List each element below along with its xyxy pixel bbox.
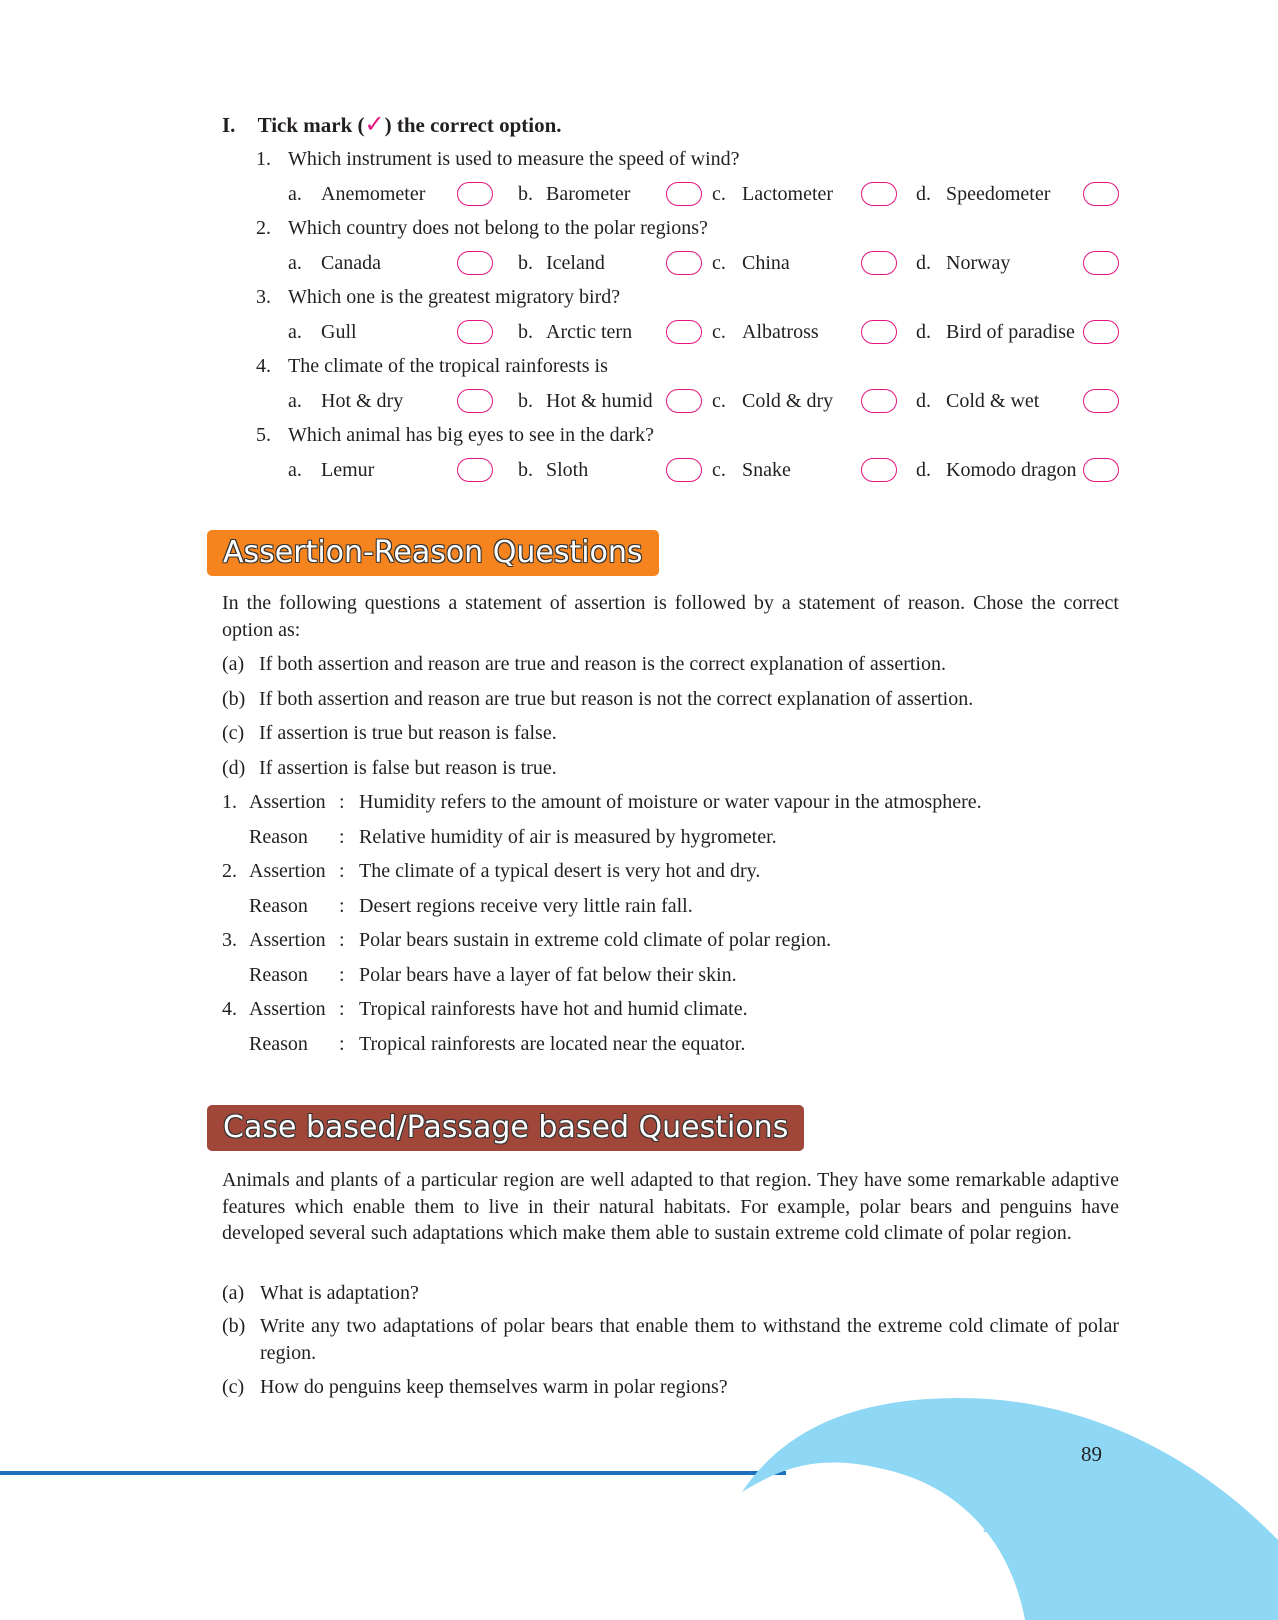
answer-oval[interactable] bbox=[1083, 389, 1119, 413]
assertion-item-number: 3. bbox=[222, 929, 237, 951]
assertion-option-text: If both assertion and reason are true but reason is not the correct explanation of assertion. bbox=[259, 687, 974, 710]
reason-label: Reason bbox=[249, 826, 308, 848]
option-text: Hot & dry bbox=[321, 390, 404, 412]
reason-statement: Desert regions receive very little rain fall. bbox=[359, 895, 693, 917]
answer-oval[interactable] bbox=[666, 458, 702, 482]
assertion-label: Assertion bbox=[249, 791, 326, 813]
option-text: Norway bbox=[946, 252, 1011, 274]
option-letter: c. bbox=[712, 252, 726, 274]
option-letter: a. bbox=[288, 183, 302, 205]
answer-oval[interactable] bbox=[457, 458, 493, 482]
footer-wave bbox=[742, 1398, 1278, 1620]
question-number: 5. bbox=[256, 424, 271, 446]
assertion-colon: : bbox=[339, 929, 345, 951]
assertion-reason-banner bbox=[207, 530, 659, 576]
assertion-option-label: (c) bbox=[222, 722, 245, 745]
option-text: Cold & wet bbox=[946, 390, 1040, 412]
question-text: Which instrument is used to measure the speed of wind? bbox=[288, 148, 740, 170]
case-passage: Animals and plants of a particular region are well adapted to that region. They have some remarkable adaptive features which enable them to live in their natural habitats. For example, polar bears and penguins have developed several such adaptations which make them able to sustain extreme cold climate of polar region. bbox=[222, 1169, 1119, 1244]
option-letter: d. bbox=[916, 390, 931, 412]
option-text: Bird of paradise bbox=[946, 321, 1075, 343]
answer-oval[interactable] bbox=[666, 251, 702, 275]
assertion-colon: : bbox=[339, 998, 345, 1020]
tick-mark-icon: ✓ bbox=[364, 110, 385, 138]
option-text: Komodo dragon bbox=[946, 459, 1077, 481]
reason-label: Reason bbox=[249, 895, 308, 917]
question-number: 1. bbox=[256, 148, 271, 170]
answer-oval[interactable] bbox=[1083, 458, 1119, 482]
question-text: Which country does not belong to the polar regions? bbox=[288, 217, 708, 239]
option-letter: d. bbox=[916, 459, 931, 481]
reason-statement: Relative humidity of air is measured by hygrometer. bbox=[359, 826, 777, 848]
assertion-option-text: If assertion is true but reason is false. bbox=[259, 722, 557, 745]
option-text: Snake bbox=[742, 459, 791, 481]
option-text: Hot & humid bbox=[546, 390, 653, 412]
option-text: Sloth bbox=[546, 459, 589, 481]
option-letter: d. bbox=[916, 252, 931, 274]
option-text: Speedometer bbox=[946, 183, 1051, 205]
assertion-option-label: (a) bbox=[222, 653, 245, 675]
option-text: Albatross bbox=[742, 321, 819, 343]
answer-oval[interactable] bbox=[1083, 182, 1119, 206]
option-text: Lactometer bbox=[742, 183, 834, 205]
option-letter: a. bbox=[288, 252, 302, 274]
option-text: Canada bbox=[321, 252, 381, 274]
option-letter: c. bbox=[712, 459, 726, 481]
option-text: Anemometer bbox=[321, 183, 426, 205]
assertion-reason-title: Assertion-Reason Questions bbox=[223, 535, 643, 570]
question-text: Which animal has big eyes to see in the dark? bbox=[288, 424, 654, 446]
assertion-label: Assertion bbox=[249, 929, 326, 951]
assertion-item-number: 1. bbox=[222, 791, 237, 813]
case-based-banner bbox=[207, 1105, 804, 1151]
option-letter: c. bbox=[712, 321, 726, 343]
page-number: 89 bbox=[1081, 1442, 1102, 1466]
answer-oval[interactable] bbox=[861, 251, 897, 275]
reason-colon: : bbox=[339, 895, 345, 917]
option-text: Iceland bbox=[546, 252, 605, 274]
reason-colon: : bbox=[339, 964, 345, 986]
option-text: China bbox=[742, 252, 790, 274]
case-question-label: (c) bbox=[222, 1376, 245, 1398]
assertion-intro: In the following questions a statement of assertion is followed by a statement of reason. Chose the correct option as: bbox=[222, 592, 1119, 641]
answer-oval[interactable] bbox=[457, 389, 493, 413]
answer-oval[interactable] bbox=[666, 389, 702, 413]
answer-oval[interactable] bbox=[666, 320, 702, 344]
reason-label: Reason bbox=[249, 964, 308, 986]
assertion-label: Assertion bbox=[249, 860, 326, 882]
question-number: 4. bbox=[256, 355, 271, 377]
mcq-heading-pre: Tick mark ( bbox=[257, 113, 365, 137]
option-letter: a. bbox=[288, 321, 302, 343]
mcq-heading bbox=[222, 111, 562, 138]
answer-oval[interactable] bbox=[861, 320, 897, 344]
reason-label: Reason bbox=[249, 1033, 308, 1055]
option-letter: b. bbox=[518, 390, 533, 412]
answer-oval[interactable] bbox=[457, 320, 493, 344]
answer-oval[interactable] bbox=[1083, 320, 1119, 344]
option-letter: b. bbox=[518, 183, 533, 205]
assertion-option-text: If assertion is false but reason is true. bbox=[259, 757, 557, 780]
assertion-item-number: 2. bbox=[222, 860, 237, 882]
option-letter: a. bbox=[288, 390, 302, 412]
option-letter: c. bbox=[712, 390, 726, 412]
option-text: Cold & dry bbox=[742, 390, 834, 412]
answer-oval[interactable] bbox=[1083, 251, 1119, 275]
option-letter: b. bbox=[518, 252, 533, 274]
option-text: Arctic tern bbox=[546, 321, 633, 343]
case-question-text: Write any two adaptations of polar bears that enable them to withstand the extreme cold climate of polar region. bbox=[260, 1315, 1119, 1364]
reason-statement: Tropical rainforests are located near the equator. bbox=[359, 1033, 746, 1055]
question-number: 3. bbox=[256, 286, 271, 308]
option-letter: b. bbox=[518, 321, 533, 343]
assertion-option-label: (d) bbox=[222, 757, 246, 780]
answer-oval[interactable] bbox=[457, 182, 493, 206]
answer-oval[interactable] bbox=[666, 182, 702, 206]
question-text: The climate of the tropical rainforests is bbox=[288, 355, 608, 377]
answer-oval[interactable] bbox=[861, 182, 897, 206]
mcq-heading-post: ) the correct option. bbox=[384, 113, 562, 137]
assertion-option-text: If both assertion and reason are true and reason is the correct explanation of assertion. bbox=[259, 653, 946, 675]
option-letter: b. bbox=[518, 459, 533, 481]
assertion-item-number: 4. bbox=[222, 998, 237, 1020]
assertion-colon: : bbox=[339, 791, 345, 813]
assertion-option-label: (b) bbox=[222, 687, 246, 710]
assertion-statement: Polar bears sustain in extreme cold climate of polar region. bbox=[359, 929, 832, 951]
reason-colon: : bbox=[339, 826, 345, 848]
footer-decoration bbox=[0, 1390, 1278, 1620]
assertion-statement: The climate of a typical desert is very hot and dry. bbox=[359, 860, 761, 882]
assertion-label: Assertion bbox=[249, 998, 326, 1020]
question-number: 2. bbox=[256, 217, 271, 239]
assertion-statement: Humidity refers to the amount of moisture or water vapour in the atmosphere. bbox=[359, 791, 982, 813]
answer-oval[interactable] bbox=[861, 389, 897, 413]
reason-colon: : bbox=[339, 1033, 345, 1055]
option-letter: d. bbox=[916, 321, 931, 343]
assertion-colon: : bbox=[339, 860, 345, 882]
option-text: Barometer bbox=[546, 183, 631, 205]
reason-statement: Polar bears have a layer of fat below their skin. bbox=[359, 964, 737, 986]
assertion-statement: Tropical rainforests have hot and humid climate. bbox=[359, 998, 748, 1020]
case-based-title: Case based/Passage based Questions bbox=[223, 1110, 789, 1145]
case-question-label: (a) bbox=[222, 1282, 245, 1304]
option-letter: d. bbox=[916, 183, 931, 205]
case-question-text: How do penguins keep themselves warm in polar regions? bbox=[260, 1376, 728, 1398]
option-text: Lemur bbox=[321, 459, 375, 481]
case-question-label: (b) bbox=[222, 1315, 246, 1337]
answer-oval[interactable] bbox=[457, 251, 493, 275]
option-letter: c. bbox=[712, 183, 726, 205]
answer-oval[interactable] bbox=[861, 458, 897, 482]
option-letter: a. bbox=[288, 459, 302, 481]
question-text: Which one is the greatest migratory bird? bbox=[288, 286, 621, 308]
case-question-text: What is adaptation? bbox=[260, 1282, 419, 1304]
option-text: Gull bbox=[321, 321, 357, 343]
mcq-heading-num: I. bbox=[222, 113, 236, 137]
